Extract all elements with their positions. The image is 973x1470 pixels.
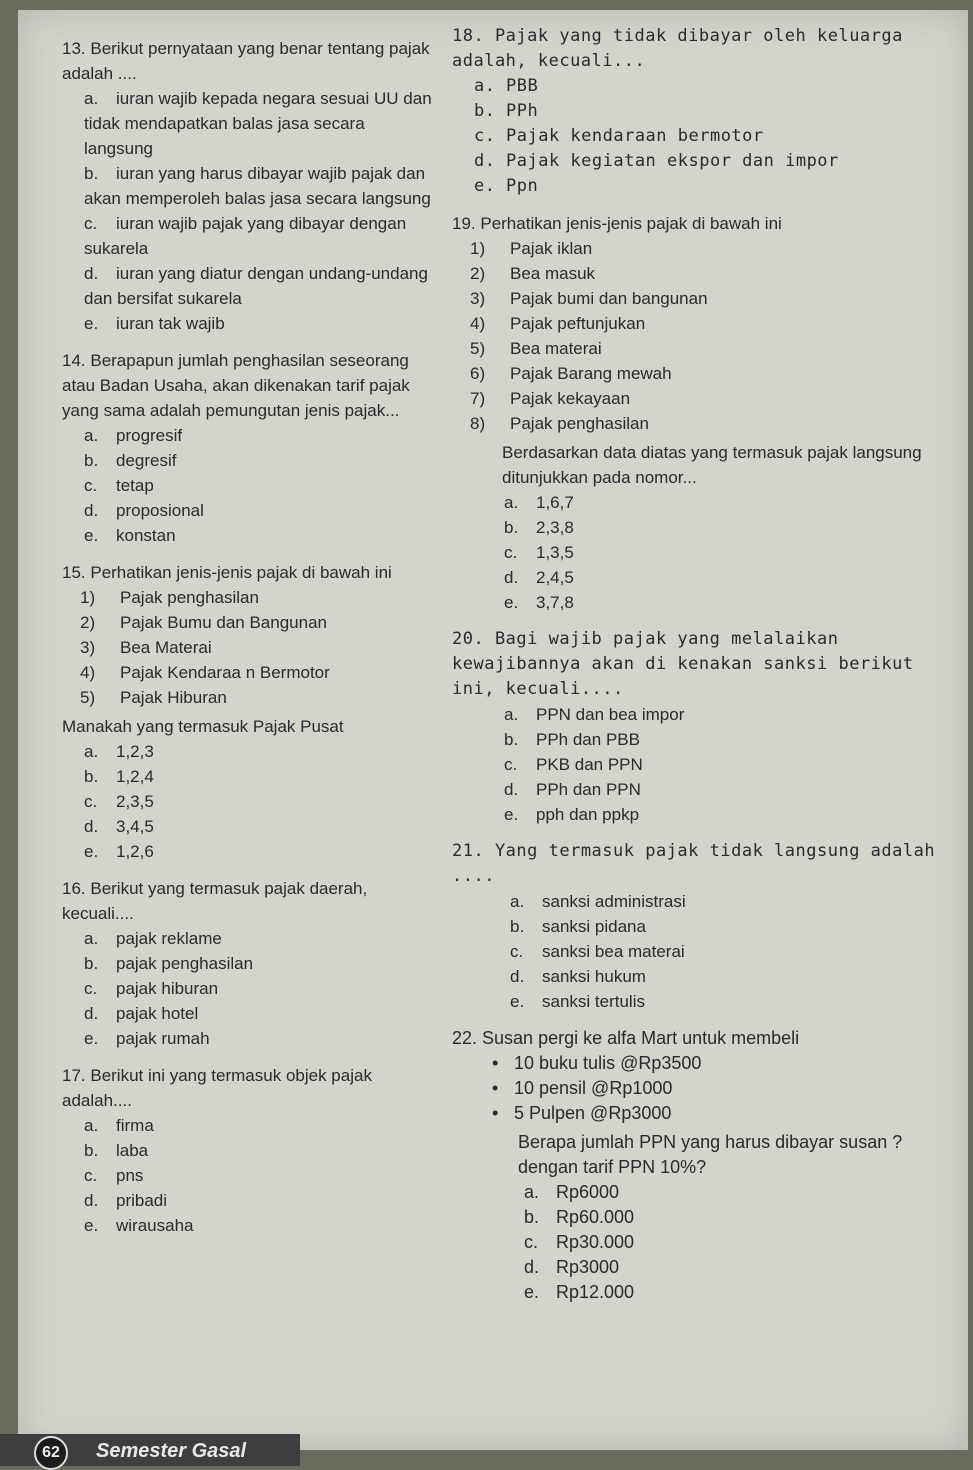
question-17 bbox=[62, 1063, 434, 1238]
option-15c: c. 2,3,5 bbox=[84, 792, 154, 811]
option-13b: b. iuran yang harus dibayar wajib pajak dan akan memperoleh balas jasa secara langsung bbox=[84, 164, 431, 208]
option-13a: a. iuran wajib kepada negara sesuai UU dan tidak mendapatkan balas jasa secara langsung bbox=[84, 89, 432, 158]
option-18b: b. PPh bbox=[474, 101, 539, 121]
option-16e: e. pajak rumah bbox=[84, 1029, 210, 1048]
option-17b: b. laba bbox=[84, 1141, 149, 1160]
left-column bbox=[62, 36, 434, 1242]
question-16-text: 16. Berikut yang termasuk pajak daerah, kecuali.... bbox=[62, 879, 368, 923]
option-17c: c. pns bbox=[84, 1166, 144, 1185]
option-18e: e. Ppn bbox=[474, 176, 539, 196]
option-20b: b. PPh dan PBB bbox=[504, 730, 640, 749]
list-item: 8) Pajak penghasilan bbox=[470, 414, 649, 433]
question-18 bbox=[452, 24, 952, 199]
option-16c: c. pajak hiburan bbox=[84, 979, 219, 998]
question-14 bbox=[62, 348, 434, 548]
option-21b: b. sanksi pidana bbox=[510, 917, 646, 936]
question-19 bbox=[452, 211, 952, 615]
option-13e: e. iuran tak wajib bbox=[84, 314, 225, 333]
question-20 bbox=[452, 627, 952, 827]
option-18c: c. Pajak kendaraan bermotor bbox=[474, 126, 764, 146]
question-21 bbox=[452, 839, 952, 1014]
option-14d: d. proposional bbox=[84, 501, 204, 520]
option-19d: d. 2,4,5 bbox=[504, 568, 574, 587]
option-22d: d. Rp3000 bbox=[524, 1257, 620, 1277]
option-15b: b. 1,2,4 bbox=[84, 767, 154, 786]
option-20d: d. PPh dan PPN bbox=[504, 780, 641, 799]
question-15-text: 15. Perhatikan jenis-jenis pajak di bawah ini bbox=[62, 563, 392, 582]
page-number: 62 bbox=[34, 1436, 68, 1470]
option-19b: b. 2,3,8 bbox=[504, 518, 574, 537]
option-19a: a. 1,6,7 bbox=[504, 493, 574, 512]
option-15d: d. 3,4,5 bbox=[84, 817, 154, 836]
option-14e: e. konstan bbox=[84, 526, 176, 545]
list-item: • 10 pensil @Rp1000 bbox=[452, 1076, 952, 1101]
question-13 bbox=[62, 36, 434, 336]
option-14a: a. progresif bbox=[84, 426, 183, 445]
option-21d: d. sanksi hukum bbox=[510, 967, 646, 986]
list-item: 1) Pajak penghasilan bbox=[80, 588, 259, 607]
list-item: 2) Bea masuk bbox=[470, 264, 596, 283]
option-17e: e. wirausaha bbox=[84, 1216, 194, 1235]
list-item: 6) Pajak Barang mewah bbox=[470, 364, 672, 383]
option-22e: e. Rp12.000 bbox=[524, 1282, 635, 1302]
option-22a: a. Rp6000 bbox=[524, 1182, 620, 1202]
option-16d: d. pajak hotel bbox=[84, 1004, 199, 1023]
option-21e: e. sanksi tertulis bbox=[510, 992, 645, 1011]
question-13-text: 13. Berikut pernyataan yang benar tentang pajak adalah .... bbox=[62, 39, 430, 83]
question-14-text: 14. Berapapun jumlah penghasilan seseorang atau Badan Usaha, akan dikenakan tarif pajak yang sama adalah pemungutan jenis pajak... bbox=[62, 351, 410, 420]
question-15 bbox=[62, 560, 434, 864]
option-20e: e. pph dan ppkp bbox=[504, 805, 640, 824]
option-18d: d. Pajak kegiatan ekspor dan impor bbox=[474, 151, 839, 171]
list-item: • 5 Pulpen @Rp3000 bbox=[452, 1101, 952, 1126]
question-15-prompt: Manakah yang termasuk Pajak Pusat bbox=[62, 717, 344, 736]
question-21-text: 21. Yang termasuk pajak tidak langsung adalah .... bbox=[452, 841, 936, 886]
list-item: 3) Bea Materai bbox=[80, 638, 212, 657]
option-13c: c. iuran wajib pajak yang dibayar dengan sukarela bbox=[84, 214, 407, 258]
option-22c: c. Rp30.000 bbox=[524, 1232, 635, 1252]
question-20-text: 20. Bagi wajib pajak yang melalaikan kewajibannya akan di kenakan sanksi berikut ini, kecuali.... bbox=[452, 629, 914, 699]
list-item: 5) Bea materai bbox=[470, 339, 602, 358]
option-19c: c. 1,3,5 bbox=[504, 543, 574, 562]
option-16b: b. pajak penghasilan bbox=[84, 954, 254, 973]
option-14c: c. tetap bbox=[84, 476, 154, 495]
option-22b: b. Rp60.000 bbox=[524, 1207, 635, 1227]
option-20a: a. PPN dan bea impor bbox=[504, 705, 685, 724]
option-13d: d. iuran yang diatur dengan undang-undang dan bersifat sukarela bbox=[84, 264, 428, 308]
question-22-text: 22. Susan pergi ke alfa Mart untuk membeli bbox=[452, 1028, 800, 1048]
question-19-text: 19. Perhatikan jenis-jenis pajak di bawah ini bbox=[452, 214, 782, 233]
option-21c: c. sanksi bea materai bbox=[510, 942, 685, 961]
list-item: 1) Pajak iklan bbox=[470, 239, 593, 258]
question-16 bbox=[62, 876, 434, 1051]
option-15e: e. 1,2,6 bbox=[84, 842, 154, 861]
option-14b: b. degresif bbox=[84, 451, 177, 470]
question-22-prompt: Berapa jumlah PPN yang harus dibayar susan ? dengan tarif PPN 10%? bbox=[518, 1132, 903, 1177]
list-item: 4) Pajak peftunjukan bbox=[470, 314, 646, 333]
option-17a: a. firma bbox=[84, 1116, 154, 1135]
option-15a: a. 1,2,3 bbox=[84, 742, 154, 761]
option-16a: a. pajak reklame bbox=[84, 929, 222, 948]
footer-label: Semester Gasal bbox=[96, 1440, 247, 1462]
question-19-prompt: Berdasarkan data diatas yang termasuk pajak langsung ditunjukkan pada nomor... bbox=[502, 443, 922, 487]
list-item: 5) Pajak Hiburan bbox=[80, 688, 227, 707]
list-item: 4) Pajak Kendaraa n Bermotor bbox=[80, 663, 330, 682]
question-22 bbox=[452, 1026, 952, 1305]
list-item: 7) Pajak kekayaan bbox=[470, 389, 631, 408]
right-column bbox=[452, 24, 952, 1309]
list-item: • 10 buku tulis @Rp3500 bbox=[452, 1051, 952, 1076]
option-20c: c. PKB dan PPN bbox=[504, 755, 643, 774]
option-21a: a. sanksi administrasi bbox=[510, 892, 686, 911]
option-19e: e. 3,7,8 bbox=[504, 593, 574, 612]
question-18-text: 18. Pajak yang tidak dibayar oleh keluarga adalah, kecuali... bbox=[452, 26, 903, 71]
question-17-text: 17. Berikut ini yang termasuk objek pajak adalah.... bbox=[62, 1066, 372, 1110]
list-item: 3) Pajak bumi dan bangunan bbox=[470, 289, 708, 308]
option-17d: d. pribadi bbox=[84, 1191, 168, 1210]
list-item: 2) Pajak Bumu dan Bangunan bbox=[80, 613, 327, 632]
option-18a: a. PBB bbox=[474, 76, 539, 96]
